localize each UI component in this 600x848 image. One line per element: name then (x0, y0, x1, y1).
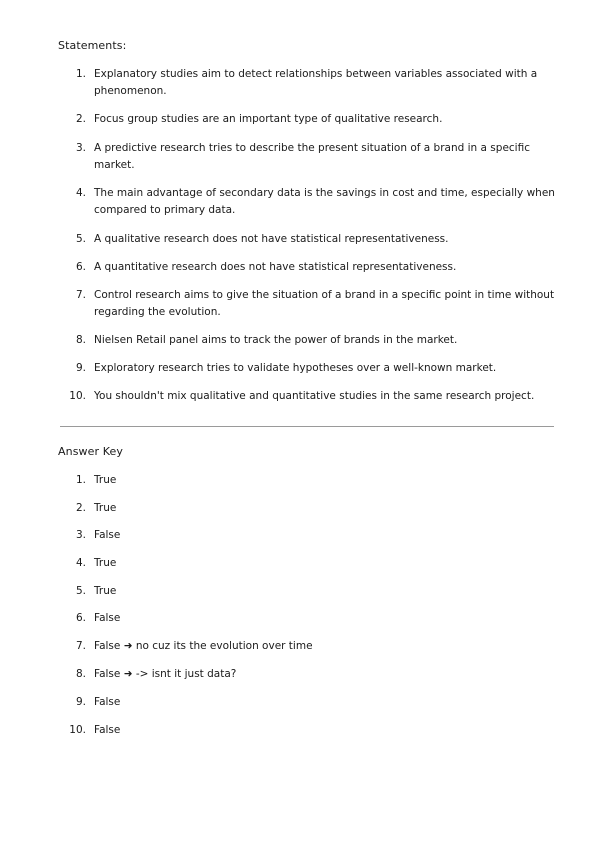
answer-number: 4. (75, 557, 86, 569)
answer-number: 9. (75, 696, 86, 708)
statement-number: 7. (75, 289, 86, 301)
answer-text: True (94, 502, 117, 514)
statement-number: 2. (75, 113, 86, 125)
answer-text: True (94, 557, 117, 569)
statement-text: A predictive research tries to describe the present situation of a brand in a specific market. (94, 142, 530, 171)
answer-text: False (94, 724, 121, 736)
statement-number: 9. (75, 362, 86, 374)
statement-text: A quantitative research does not have statistical representativeness. (94, 261, 457, 273)
answer-text: False ➜ -> isnt it just data? (94, 668, 237, 680)
answer-number: 6. (75, 612, 86, 624)
statement-text: Explanatory studies aim to detect relationships between variables associated with a phenomenon. (94, 68, 538, 97)
statement-number: 10. (69, 390, 86, 402)
statement-number: 1. (75, 68, 86, 80)
answer-number: 5. (75, 585, 86, 597)
statement-number: 3. (75, 142, 86, 154)
section-divider (60, 426, 554, 427)
answer-text: True (94, 585, 117, 597)
statement-number: 5. (75, 233, 86, 245)
statement-number: 6. (75, 261, 86, 273)
answer-key-title: Answer Key (58, 445, 123, 458)
statement-text: Nielsen Retail panel aims to track the power of brands in the market. (94, 334, 458, 346)
statement-text: Exploratory research tries to validate hypotheses over a well-known market. (94, 362, 497, 374)
statement-text: Control research aims to give the situation of a brand in a specific point in time without regarding the evolution. (94, 289, 555, 318)
statement-text: The main advantage of secondary data is the savings in cost and time, especially when compared to primary data. (94, 187, 555, 216)
answer-text: False (94, 696, 121, 708)
statement-text: A qualitative research does not have statistical representativeness. (94, 233, 449, 245)
statement-text: Focus group studies are an important type of qualitative research. (94, 113, 443, 125)
answer-text: True (94, 474, 117, 486)
answer-number: 3. (75, 529, 86, 541)
answer-text: False (94, 612, 121, 624)
answer-number: 8. (75, 668, 86, 680)
statements-title: Statements: (58, 39, 127, 52)
statement-number: 4. (75, 187, 86, 199)
answer-number: 2. (75, 502, 86, 514)
answer-number: 1. (75, 474, 86, 486)
answer-number: 10. (69, 724, 86, 736)
statement-text: You shouldn't mix qualitative and quantitative studies in the same research project. (94, 390, 535, 402)
statement-number: 8. (75, 334, 86, 346)
answer-number: 7. (75, 640, 86, 652)
answer-text: False ➜ no cuz its the evolution over time (94, 640, 313, 652)
answer-text: False (94, 529, 121, 541)
